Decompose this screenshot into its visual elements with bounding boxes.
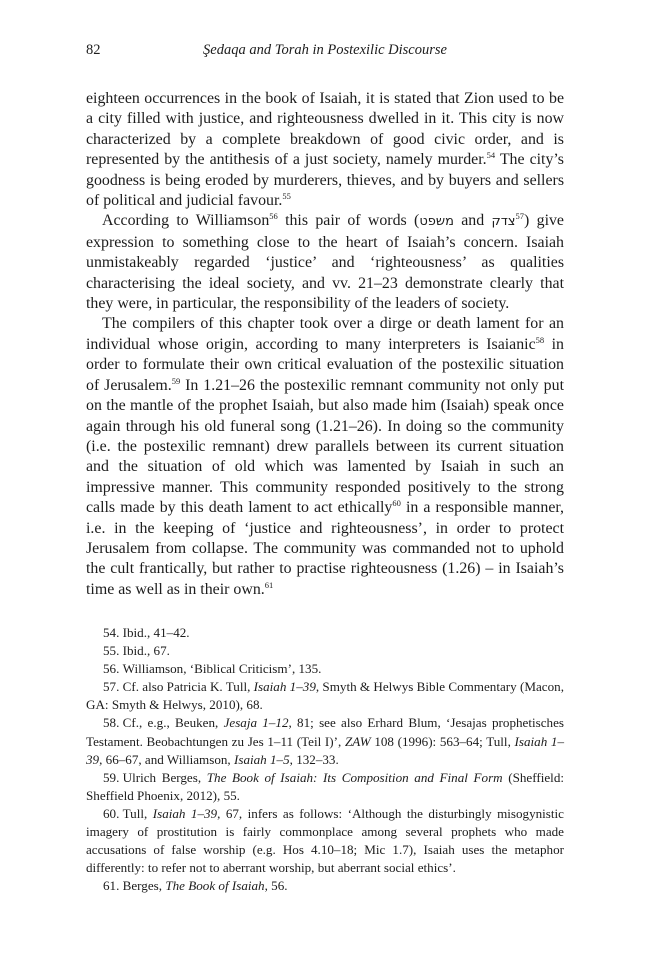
footnote-58 bbox=[86, 714, 564, 768]
page-number: 82 bbox=[86, 42, 101, 58]
text-run: ) give expression to something close to the heart of Isaiah’s concern. Isaiah unmistakeably regarded ‘justice’ and ‘righteousness’ as qualities characterising the ideal society, and vv. 21–23 demonstrate clearly that they were, in particular, the responsibility of the leaders of society. bbox=[86, 212, 564, 313]
footnote-text: Cf., e.g., Beuken, bbox=[122, 715, 224, 731]
running-title: Şedaqa and Torah in Postexilic Discourse bbox=[203, 42, 447, 58]
footnote-59 bbox=[86, 769, 564, 805]
footnote-text: 108 (1996): 563–64; Tull, bbox=[370, 733, 515, 749]
footnote-list bbox=[86, 624, 564, 895]
paragraph bbox=[86, 314, 564, 600]
footnote-text: Ibid., 41–42. bbox=[122, 625, 190, 640]
footnote-number: 54. bbox=[103, 625, 120, 640]
text-run: In 1.21–26 the postexilic remnant community not only put on the mantle of the prophet Isaiah, but also made him (Isaiah) speak once again through his old funeral song (1.21–26). In doing so the community (i.e. the postexilic remnant) drew parallels between its current situation and the situation of old which was lamented by Isaiah in such an impressive manner. This community responded positively to the strong calls made by this death lament to act ethically bbox=[86, 376, 564, 517]
book-title: Isaiah 1–39 bbox=[253, 679, 316, 695]
footnote-number: 59. bbox=[103, 769, 120, 785]
footnote-57 bbox=[86, 678, 564, 714]
footnote-61 bbox=[86, 877, 564, 895]
footnote-text: , 66–67, and Williamson, bbox=[99, 751, 234, 767]
footnote-number: 60. bbox=[103, 805, 120, 821]
text-run: this pair of words ( bbox=[277, 212, 420, 230]
footnote-text: , Smyth & Helwys Bible Commentary (Macon, GA: Smyth & Helwys, 2010), 68. bbox=[86, 679, 564, 713]
footnote-text: , 81; see also Erhard Blum, ‘Jesajas prophetisches Testament. Beobachtungen zu Jes 1–11 (Teil I)’, bbox=[86, 715, 564, 749]
footnote-text: , 67, infers as follows: ‘Although the disturbingly misogynistic imagery of prostitution is fairly commonplace among several prophets who made accusations of false worship (e.g. Hos 4.10–18; Mic 1.7), Isaiah uses the metaphor differently: to refer not to aberrant worship, but aberrant social ethics’. bbox=[86, 805, 564, 876]
text-run: The compilers of this chapter took over a dirge or death lament for an individual whose origin, according to many interpreters is Isaianic bbox=[86, 315, 564, 353]
paragraph bbox=[86, 89, 564, 211]
footnote-ref-59[interactable]: 59 bbox=[171, 375, 181, 386]
book-title: The Book of Isaiah bbox=[165, 878, 265, 894]
footnote-60 bbox=[86, 805, 564, 877]
hebrew-word-sedeq: צדק bbox=[491, 214, 516, 230]
book-title: Isaiah 1–39 bbox=[86, 733, 565, 767]
footnote-text: , 132–33. bbox=[289, 751, 339, 767]
book-title: Jesaja 1–12 bbox=[223, 715, 289, 731]
text-run: and bbox=[453, 212, 492, 230]
footnote-54 bbox=[86, 624, 564, 642]
footnote-ref-58[interactable]: 58 bbox=[535, 334, 545, 345]
text-run: According to Williamson bbox=[102, 212, 270, 230]
text-run: The city’s goodness is being eroded by murderers, thieves, and by buyers and sellers of political and judicial favour. bbox=[86, 151, 564, 210]
footnote-55 bbox=[86, 642, 564, 660]
footnote-number: 57. bbox=[103, 679, 120, 695]
footnote-ref-56[interactable]: 56 bbox=[269, 211, 278, 222]
footnote-number: 55. bbox=[103, 643, 120, 659]
footnote-text: Berges, bbox=[122, 878, 166, 894]
book-title: Isaiah 1–5 bbox=[233, 751, 290, 767]
footnotes-section bbox=[86, 624, 564, 895]
text-run: eighteen occurrences in the book of Isaiah, it is stated that Zion used to be a city filled with justice, and righteousness dwelled in it. This city is now characterized by a complete breakdown of good civic order, and is represented by the antithesis of a just society, namely murder. bbox=[86, 90, 564, 169]
text-run: in order to formulate their own critical evaluation of the postexilic situation of Jerusalem. bbox=[86, 335, 564, 394]
footnote-number: 61. bbox=[103, 878, 120, 894]
footnote-text: Cf. also Patricia K. Tull, bbox=[122, 679, 254, 695]
footnote-ref-55[interactable]: 55 bbox=[282, 191, 291, 202]
footnote-text: Williamson, ‘Biblical Criticism’, 135. bbox=[122, 661, 322, 677]
footnote-text: , 56. bbox=[264, 878, 288, 894]
footnote-ref-61[interactable]: 61 bbox=[264, 579, 274, 590]
footnote-ref-60[interactable]: 60 bbox=[392, 498, 401, 509]
footnote-ref-54[interactable]: 54 bbox=[486, 150, 496, 161]
book-title: Isaiah 1–39 bbox=[152, 805, 218, 821]
footnote-text: Tull, bbox=[122, 805, 153, 821]
paragraph bbox=[86, 211, 564, 314]
footnote-text: Ulrich Berges, bbox=[122, 769, 207, 785]
page-header bbox=[86, 42, 564, 62]
footnote-56 bbox=[86, 660, 564, 678]
book-title: The Book of Isaiah: Its Composition and Final Form bbox=[206, 769, 503, 785]
footnote-text: Ibid., 67. bbox=[122, 643, 170, 659]
footnote-number: 56. bbox=[103, 661, 120, 677]
footnote-text: (Sheffield: Sheffield Phoenix, 2012), 55. bbox=[86, 769, 564, 803]
journal-title: ZAW bbox=[344, 733, 371, 749]
text-run: in a responsible manner, i.e. in the keeping of ‘justice and righteousness’, in order to protect Jerusalem from collapse. The community was commanded not to uphold the cult frantically, but rather to practise righteousness (1.26) – in Isaiah’s time as well as in their own. bbox=[86, 499, 564, 598]
footnote-number: 58. bbox=[103, 715, 120, 731]
hebrew-word-mishpat: משפט bbox=[419, 214, 454, 230]
footnote-ref-57[interactable]: 57 bbox=[515, 211, 525, 222]
main-text bbox=[86, 89, 564, 600]
